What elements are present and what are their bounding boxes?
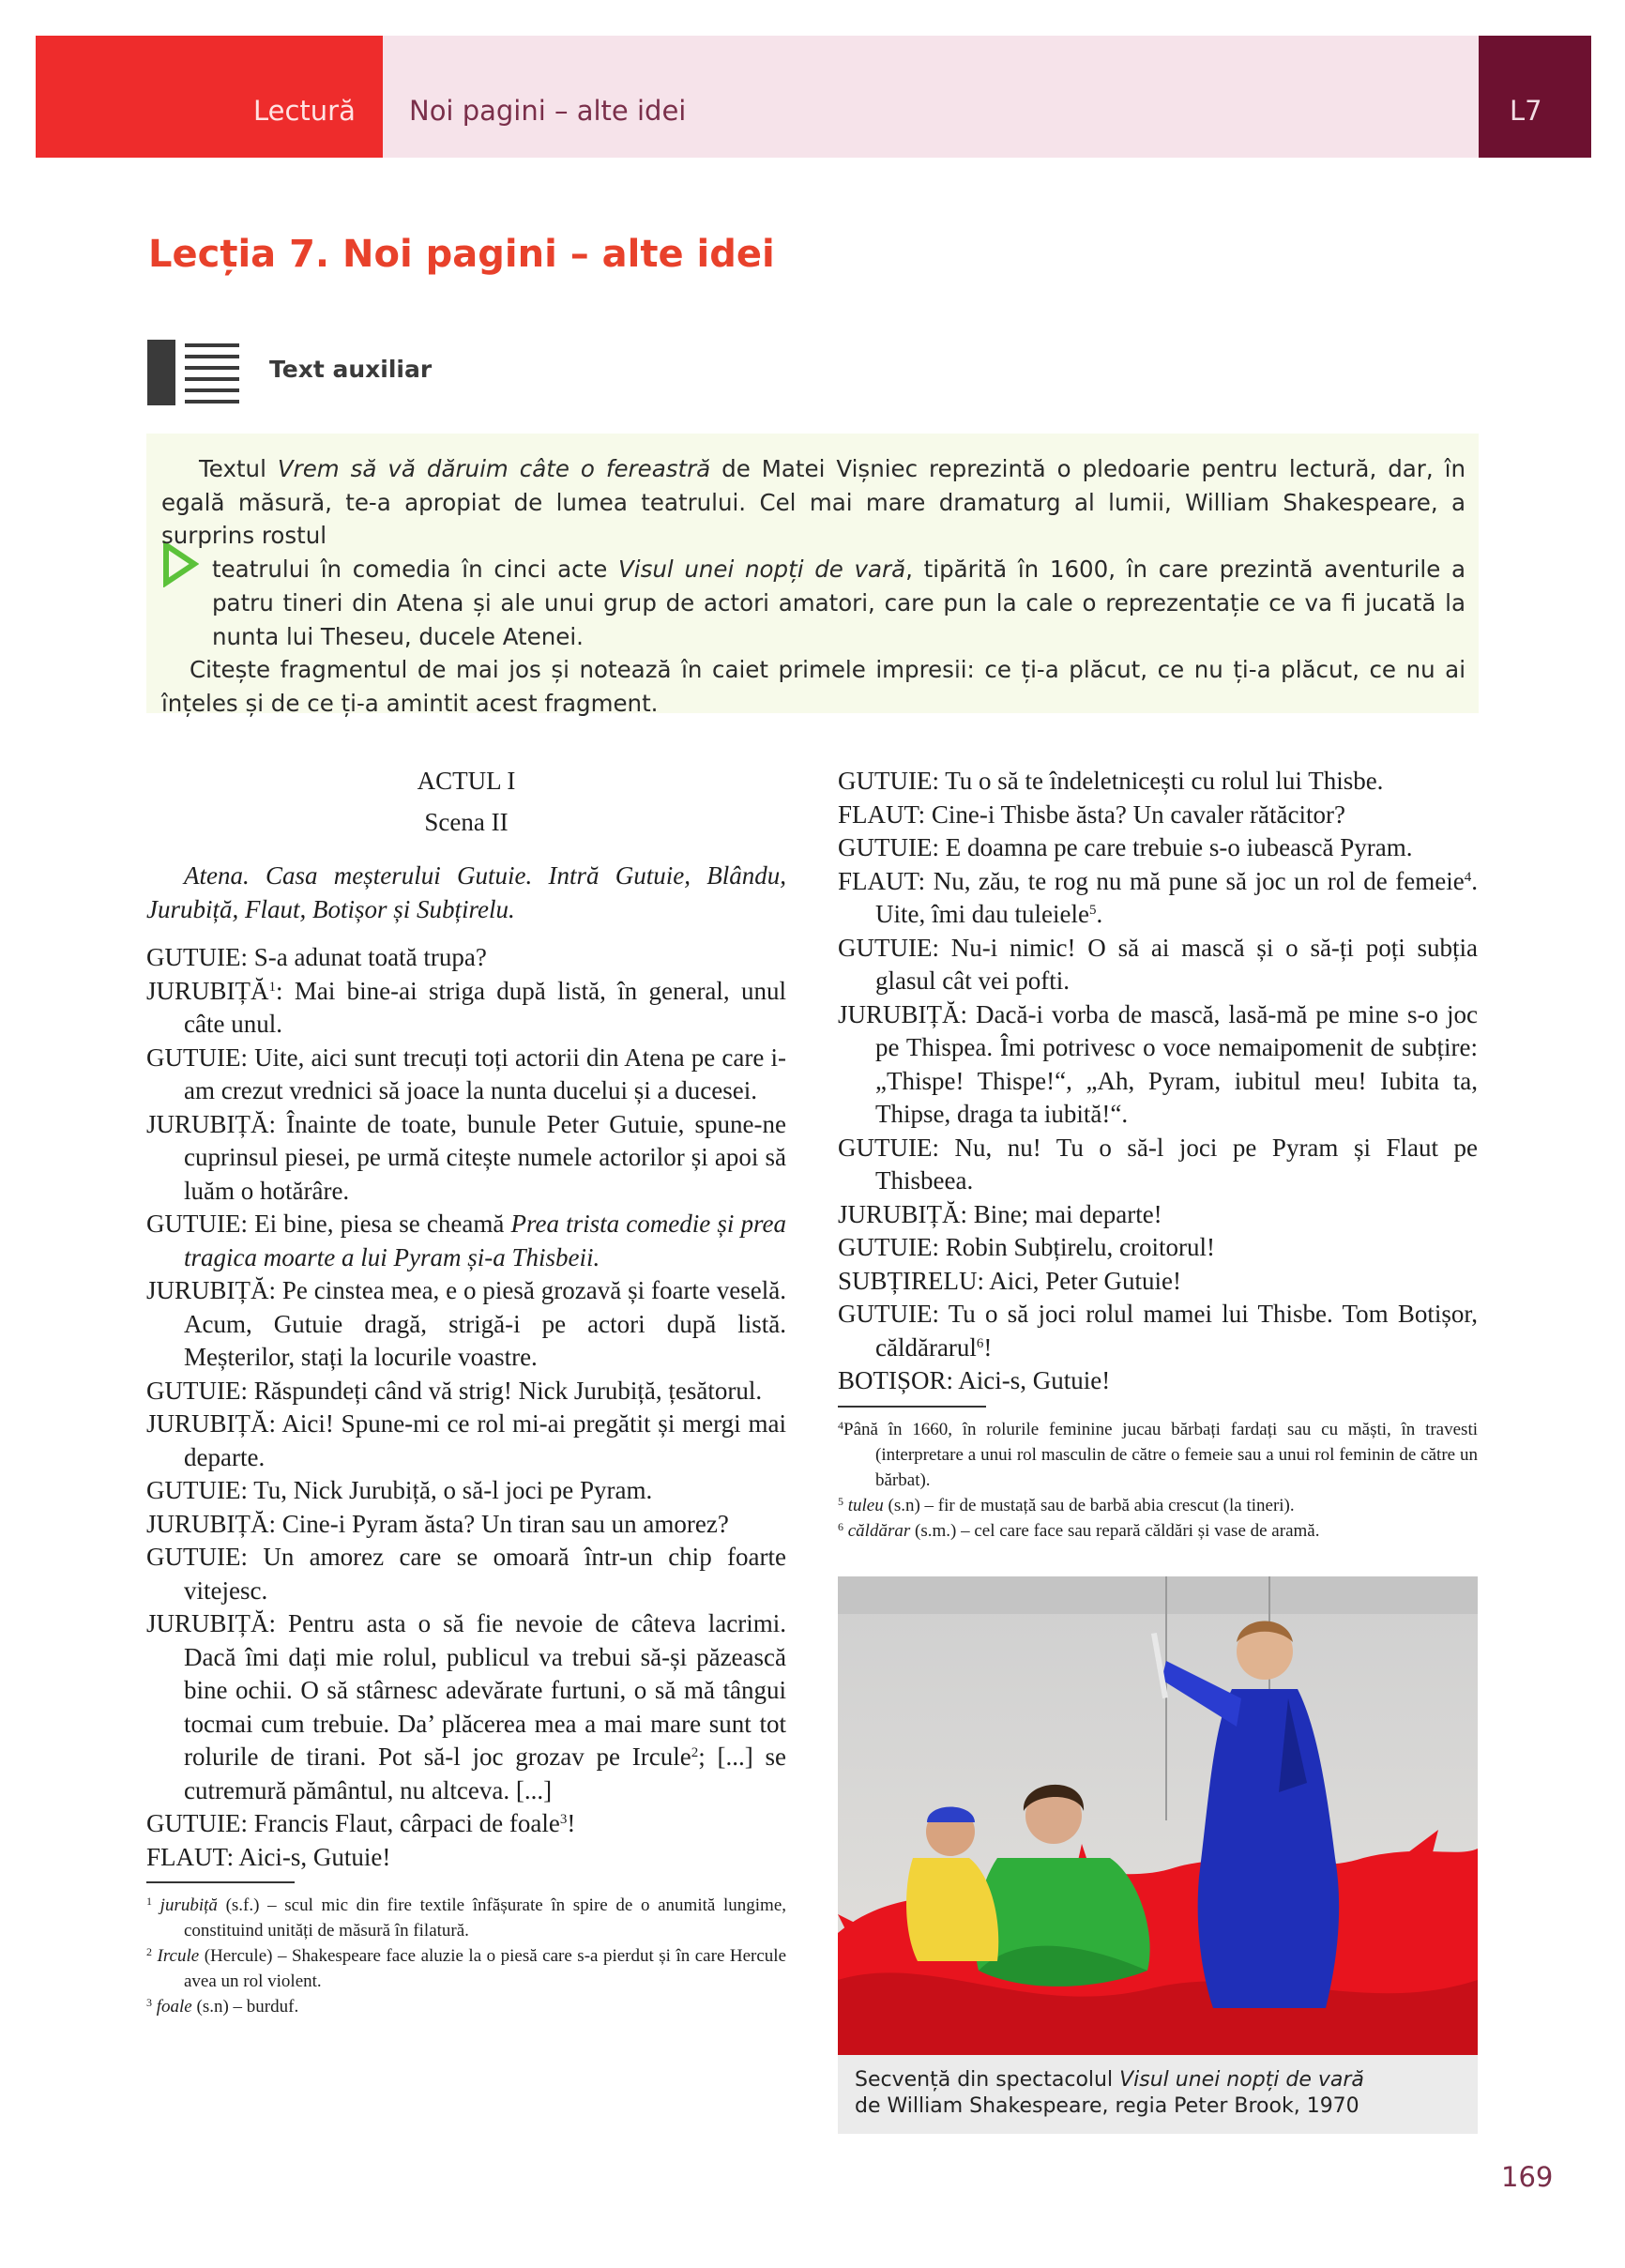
dialogue-line: GUTUIE: Ei bine, piesa se cheamă Prea trista comedie și prea tragica moarte a lui Pyram și-a Thisbeii. xyxy=(146,1210,787,1271)
play-column-right xyxy=(838,765,1478,1544)
photo-caption: Secvență din spectacolul Visul unei nopți de vară de William Shakespeare, regia Peter Brook, 1970 xyxy=(855,2068,1364,2118)
dialogue-line: GUTUIE: Robin Subțirelu, croitorul! xyxy=(838,1233,1215,1261)
dialogue-line: JURUBIȚĂ: Aici! Spune-mi ce rol mi-ai pregătit și mergi mai departe. xyxy=(146,1409,786,1471)
dialogue-line: JURUBIȚĂ: Bine; mai departe! xyxy=(838,1199,1162,1228)
dialogue-line: GUTUIE: Răspundeți când vă strig! Nick Jurubiță, țesătorul. xyxy=(146,1376,763,1405)
dialogue-line: JURUBIȚĂ: Pe cinstea mea, e o piesă grozavă și foarte veselă. Acum, Gutuie dragă, strigă-i pe actori după listă. Meșterilor, stați la locurile voastre. xyxy=(146,1276,786,1371)
dialogue-line: GUTUIE: Tu o să joci rolul mamei lui Thisbe. Tom Botișor, căldărarul$^6$! xyxy=(838,1300,1478,1362)
page-number: 169 xyxy=(1501,2161,1554,2193)
dialogue-line: JURUBIȚĂ: Dacă-i vorba de mască, lasă-mă pe mine s-o joc pe Thispea. Îmi potrivesc o voce nemaipomenit de subțire: „Thispe! Thispe!“, „Ah, Pyram, iubitul meu! Iubita ta, Thipse, draga ta iubită!“. xyxy=(838,999,1478,1128)
aux-text-bar-icon xyxy=(147,340,175,405)
footnote-divider xyxy=(838,1406,986,1408)
dialogue-line: GUTUIE: Uite, aici sunt trecuți toți actorii din Atena pe care i-am crezut vrednici să joace la nunta ducelui și a ducesei. xyxy=(146,1043,786,1104)
footnote-divider xyxy=(146,1881,295,1883)
dialogue-line: SUBȚIRELU: Aici, Peter Gutuie! xyxy=(838,1266,1181,1295)
intro-paragraph-1: Textul Vrem să vă dăruim câte o fereastră de Matei Vișniec reprezintă o pledoarie pentru lectură, dar, în egală măsură, te-a apropiat de lumea teatrului. Cel mai mare dramaturg al lumii, William Shakespeare, a surprins rostul xyxy=(161,455,1466,550)
footnote: $^2$ Ircule (Hercule) – Shakespeare face aluzie la o piesă care s-a pierdut și în care Hercule avea un rol violent. xyxy=(146,1945,787,1991)
dialogue-line: GUTUIE: Tu, Nick Jurubiță, o să-l joci pe Pyram. xyxy=(146,1476,653,1504)
theatre-photo xyxy=(838,1576,1478,2055)
stage-direction: Atena. Casa meșterului Gutuie. Intră Gutuie, Blându, Jurubiță, Flaut, Botișor și Subțirelu. xyxy=(146,861,786,923)
footnote: $^4$Până în 1660, în rolurile feminine jucau bărbați fardați sau cu măști, în travesti (interpretare a unui rol masculin de către o femeie sau a unui rol feminin de către un bărbat). xyxy=(838,1418,1478,1490)
dialogue-line: GUTUIE: Francis Flaut, cârpaci de foale$^3$! xyxy=(146,1809,576,1837)
footnote: $^6$ căldărar (s.m.) – cel care face sau repară căldări și vase de aramă. xyxy=(838,1519,1320,1541)
dialogue-line: JURUBIȚĂ: Pentru asta o să fie nevoie de câteva lacrimi. Dacă îmi dați mie rolul, publicul va trebui să-și păzească bine ochii. O să stârnesc adevărate furtuni, o să mă tângui tocmai cum trebuie. Da’ plăcerea mea a mai mare sunt tot rolurile de tirani. Pot să-l joc grozav pe Ircule$^2$; [...] se cutremură pământul, nu altceva. [...] xyxy=(146,1609,786,1804)
dialogue-line: FLAUT: Nu, zău, te rog nu mă pune să joc un rol de femeie$^4$. Uite, îmi dau tuleiele$^5$. xyxy=(838,866,1478,928)
dialogue-line: BOTIȘOR: Aici-s, Gutuie! xyxy=(838,1366,1111,1394)
footnote: $^5$ tuleu (s.n) – fir de mustață sau de barbă abia crescut (la tineri). xyxy=(838,1494,1295,1515)
dialogue-line: JURUBIȚĂ: Înainte de toate, bunule Peter Gutuie, spune-ne cuprinsul piesei, pe urmă citește numele actorilor și apoi să luăm o hotărâre. xyxy=(146,1109,786,1205)
footnote: $^3$ foale (s.n) – burduf. xyxy=(146,1996,299,2017)
dialogue-line: JURUBIȚĂ: Cine-i Pyram ăsta? Un tiran sau un amorez? xyxy=(146,1509,729,1538)
scene-heading: Scena II xyxy=(424,807,509,836)
dialogue-line: FLAUT: Aici-s, Gutuie! xyxy=(146,1842,391,1871)
intro-text xyxy=(161,452,1466,721)
play-column-left xyxy=(146,765,786,2019)
act-heading: ACTUL I xyxy=(417,767,516,795)
dialogue-line: GUTUIE: Un amorez care se omoară într-un chip foarte vitejesc. xyxy=(146,1543,786,1605)
header-lesson-code: L7 xyxy=(1510,95,1542,127)
dialogue-line: GUTUIE: Tu o să te îndeletnicești cu rolul lui Thisbe. xyxy=(838,767,1384,795)
footnote: $^1$ jurubiță (s.f.) – scul mic din fire textile înfășurate în spire de o anumită lungime, constituind unități de măsură în filatură. xyxy=(146,1895,787,1941)
dialogue-line: GUTUIE: S-a adunat toată trupa? xyxy=(146,943,487,971)
photo-caption-box xyxy=(838,2055,1478,2134)
lesson-title: Lecția 7. Noi pagini – alte idei xyxy=(148,233,775,276)
header-section-label: Lectură xyxy=(253,95,356,127)
dialogue-line: FLAUT: Cine-i Thisbe ăsta? Un cavaler rătăcitor? xyxy=(838,799,1345,829)
header-title: Noi pagini – alte idei xyxy=(409,95,687,127)
text-lines-icon xyxy=(185,343,239,403)
dialogue-line: GUTUIE: Nu, nu! Tu o să-l joci pe Pyram și Flaut pe Thisbeea. xyxy=(838,1133,1478,1195)
aux-text-label: Text auxiliar xyxy=(269,356,433,383)
dialogue-line: JURUBIȚĂ$^1$: Mai bine-ai striga după listă, în general, unul câte unul. xyxy=(146,976,786,1038)
intro-box xyxy=(146,434,1479,717)
intro-paragraph-2: teatrului în comedia în cinci acte Visul unei nopți de vară, tipărită în 1600, în care prezintă aventurile a patru tineri din Atena și ale unui grup de actori amatori, care pun la cale o reprezentație ce va fi jucată la nunta lui Theseu, ducele Atenei. xyxy=(212,556,1466,650)
intro-task: Citește fragmentul de mai jos și notează în caiet primele impresii: ce ți-a plăcut, ce nu ți-a plăcut, ce nu ai înțeles și de ce ți-a amintit acest fragment. xyxy=(161,656,1466,717)
dialogue-line: GUTUIE: Nu-i nimic! O să ai mască și o să-ți poți subția glasul cât vei pofti. xyxy=(838,933,1478,995)
dialogue-line: GUTUIE: E doamna pe care trebuie s-o iubească Pyram. xyxy=(838,833,1413,861)
